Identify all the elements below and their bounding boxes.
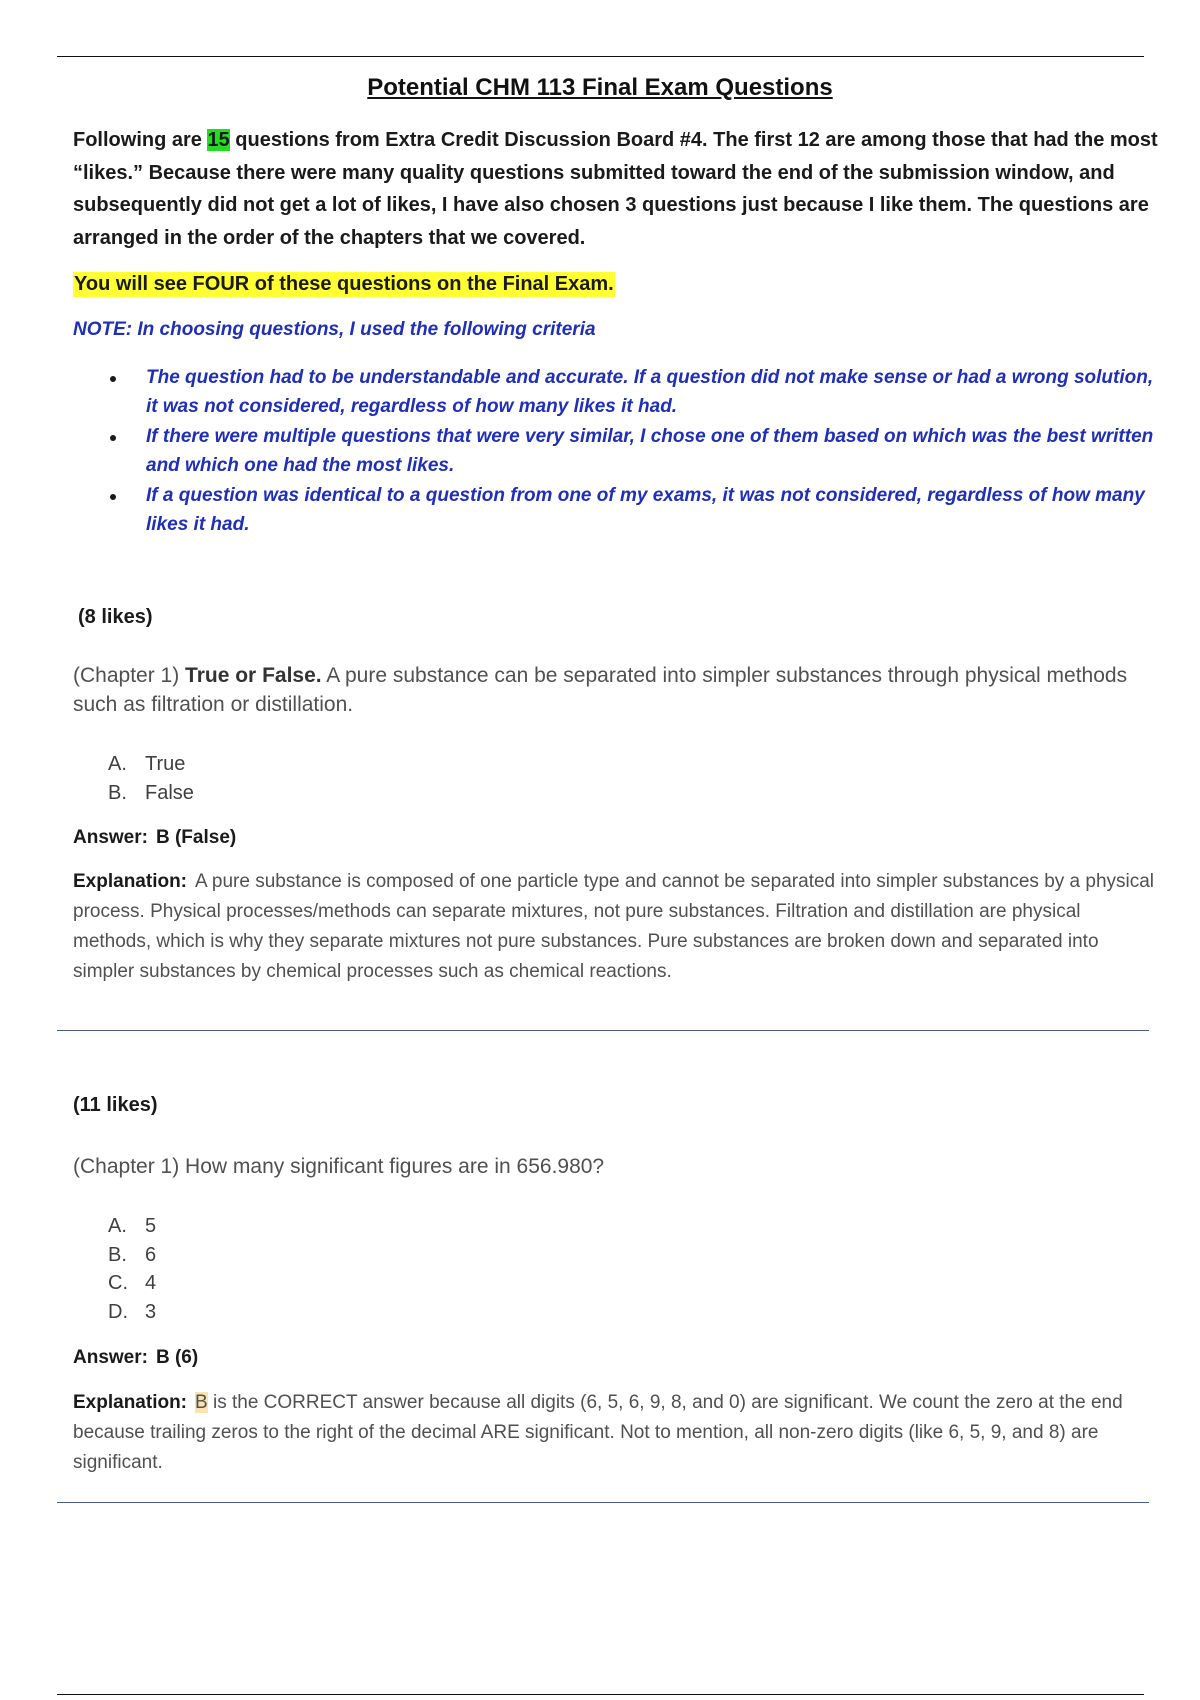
option-item: A. True bbox=[108, 753, 186, 775]
question-2-options bbox=[108, 1212, 156, 1326]
question-1-explanation: Explanation: A pure substance is composed of one particle type and cannot be separated into simpler substances by a physical process. Physical processes/methods can separate mixtures, not pure substances. Filtration and distillation are physical methods, which is why they separate mixtures not pure substances. Pure substances are broken down and separated into simpler substances by chemical processes such as chemical reactions. bbox=[73, 871, 1155, 982]
question-1-type: True or False. bbox=[185, 664, 322, 687]
question-1-body: A pure substance can be separated into simpler substances through physical methods such as filtration or distillation. bbox=[73, 664, 1128, 716]
intro-paragraph bbox=[73, 124, 1173, 254]
intro-lead: Following are bbox=[73, 129, 208, 151]
criteria-list bbox=[100, 364, 1165, 541]
criteria-note: NOTE: In choosing questions, I used the following criteria bbox=[73, 319, 596, 340]
question-count: 15 bbox=[207, 129, 230, 151]
top-rule bbox=[57, 56, 1144, 57]
page-title: Potential CHM 113 Final Exam Questions bbox=[367, 74, 833, 101]
question-1-likes: (8 likes) bbox=[78, 606, 153, 628]
option-item: B. 6 bbox=[108, 1243, 157, 1266]
question-1-chapter: (Chapter 1) bbox=[73, 664, 186, 687]
question-2-answer: Answer: B (6) bbox=[73, 1347, 199, 1368]
question-1-text bbox=[73, 662, 1153, 719]
question-1-answer: Answer: B (False) bbox=[73, 827, 237, 848]
question-2-body: How many significant figures are in 656.980? bbox=[185, 1155, 605, 1178]
question-separator bbox=[57, 1030, 1149, 1031]
question-2-likes: (11 likes) bbox=[73, 1094, 158, 1116]
option-item: B. False bbox=[108, 781, 194, 804]
option-item: C. 4 bbox=[108, 1272, 157, 1294]
option-item: A. 5 bbox=[108, 1215, 157, 1237]
final-exam-notice: You will see FOUR of these questions on the Final Exam. bbox=[74, 273, 614, 295]
criteria-item: If a question was identical to a question from one of my exams, it was not considered, regardless of how many likes it had. bbox=[100, 482, 1165, 539]
question-2-chapter: (Chapter 1) bbox=[73, 1155, 186, 1178]
bottom-rule bbox=[57, 1694, 1144, 1695]
criteria-item: The question had to be understandable and accurate. If a question did not make sense or had a wrong solution, it was not considered, regardless of how many likes it had. bbox=[100, 364, 1165, 421]
intro-body: questions from Extra Credit Discussion Board #4. The first 12 are among those that had the most “likes.” Because there were many quality questions submitted toward the end of the submission window, and subsequently did not get a lot of likes, I have also chosen 3 questions just because I like them. The questions are arranged in the order of the chapters that we covered. bbox=[73, 129, 1158, 249]
criteria-item: If there were multiple questions that were very similar, I chose one of them based on which was the best written and which one had the most likes. bbox=[100, 423, 1165, 480]
question-1-options bbox=[108, 750, 194, 807]
question-2-text bbox=[73, 1153, 1153, 1182]
question-separator bbox=[57, 1502, 1149, 1503]
question-2-explanation: Explanation: B is the CORRECT answer because all digits (6, 5, 6, 9, 8, and 0) are significant. We count the zero at the end because trailing zeros to the right of the decimal ARE significant. Not to mention, all non-zero digits (like 6, 5, 9, and 8) are significant. bbox=[73, 1392, 1123, 1473]
option-item: D. 3 bbox=[108, 1300, 157, 1323]
highlighted-answer: B bbox=[195, 1392, 208, 1413]
